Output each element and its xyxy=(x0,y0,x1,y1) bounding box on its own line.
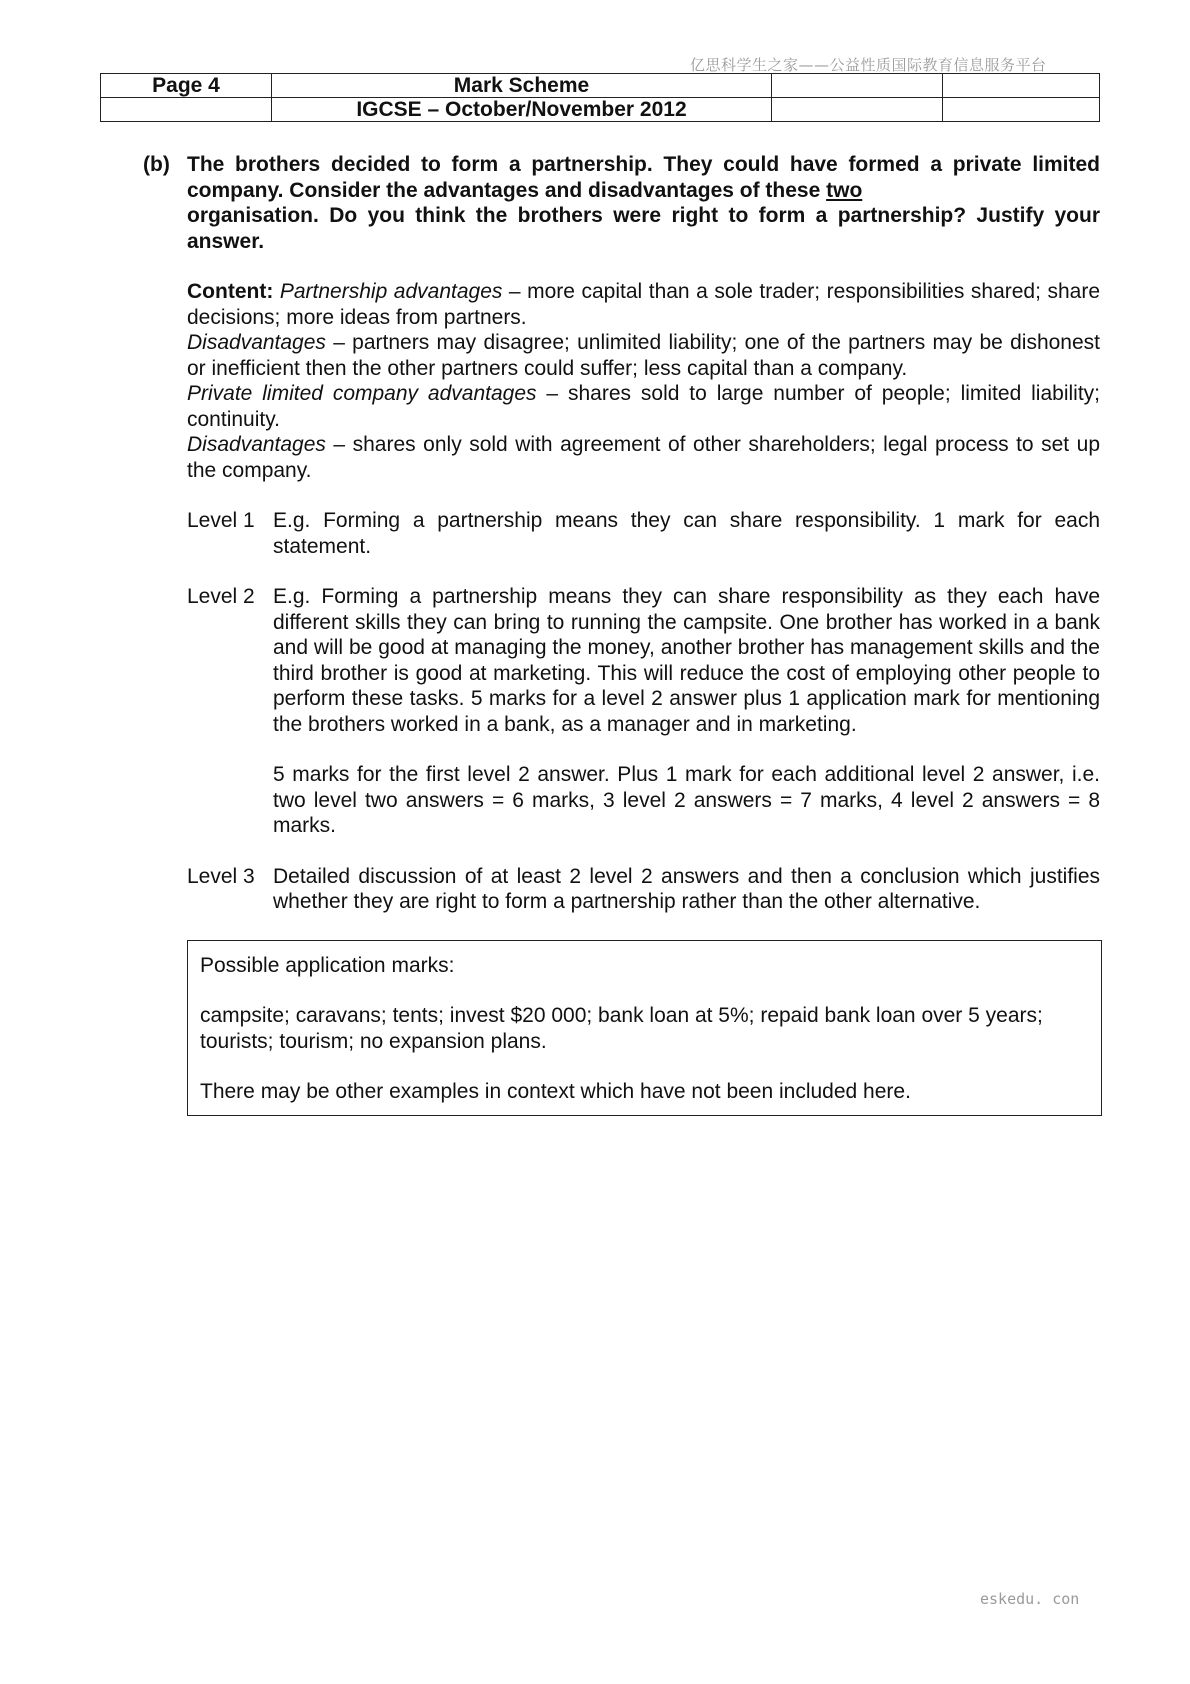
empty-cell xyxy=(101,98,272,122)
empty-cell xyxy=(943,98,1100,122)
level-description: E.g. Forming a partnership means they can share responsibility as they each have different skills they can bring to running the campsite. One brother has worked in a bank and will be good at managing the money, another brother has management skills and the third brother is good at marketing. This will reduce the cost of employing other people to perform these tasks. 5 marks for a level 2 answer plus 1 application mark for mentioning the brothers worked in a bank, as a manager and in marketing. xyxy=(273,585,1100,736)
level-2 xyxy=(187,584,1100,839)
question-label: (b) xyxy=(143,153,170,176)
level-label: Level 3 xyxy=(187,864,255,888)
page-number: Page 4 xyxy=(101,74,272,98)
application-note: There may be other examples in context which have not been included here. xyxy=(200,1080,911,1103)
watermark-top: 亿思科学生之家——公益性质国际教育信息服务平台 xyxy=(690,56,1047,74)
level-description-extra: 5 marks for the first level 2 answer. Plus 1 mark for each additional level 2 answer, i.e. two level two answers = 6 marks, 3 level 2 answers = 7 marks, 4 level 2 answers = 8 marks. xyxy=(273,763,1100,837)
level-1 xyxy=(187,508,1100,559)
syllabus-cell xyxy=(772,74,943,98)
level-description: E.g. Forming a partnership means they can share responsibility. 1 mark for each statement. xyxy=(273,509,1100,558)
empty-cell xyxy=(772,98,943,122)
content-section: Content: Partnership advantages – more capital than a sole trader; responsibilities shared; share decisions; more ideas from partners. Disadvantages – partners may disagree; unlimited liability; one of the partners may be dishonest or inefficient then the other partners could suffer; less capital than a company. Private limited company advantages – shares sold to large number of people; limited liability; continuity. Disadvantages – shares only sold with agreement of other shareholders; legal process to set up the company. xyxy=(187,280,1100,482)
application-list: campsite; caravans; tents; invest $20 000; bank loan at 5%; repaid bank loan over 5 years; tourists; tourism; no expansion plans. xyxy=(200,1004,1043,1053)
level-description: Detailed discussion of at least 2 level 2 answers and then a conclusion which justifies whether they are right to form a partnership rather than the other alternative. xyxy=(273,864,1100,913)
underlined-word: two xyxy=(826,178,863,202)
application-heading: Possible application marks: xyxy=(200,953,455,977)
level-3 xyxy=(187,864,1100,915)
page-header-table xyxy=(100,73,1100,122)
question-text: The brothers decided to form a partnership. They could have formed a private limited company. Consider the advantages and disadvantages of these two organisation. Do you think the brothers were right to form a partnership? Justify your answer. xyxy=(187,153,1100,253)
paper-cell xyxy=(943,74,1100,98)
application-marks-box xyxy=(187,940,1102,1116)
content-label: Content: xyxy=(187,280,274,303)
question xyxy=(143,152,1100,254)
document-title: Mark Scheme xyxy=(272,74,772,98)
level-label: Level 1 xyxy=(187,509,255,532)
watermark-bottom: eskedu. con xyxy=(980,1590,1080,1608)
exam-session: IGCSE – October/November 2012 xyxy=(272,98,772,122)
level-label: Level 2 xyxy=(187,585,255,608)
mark-scheme-content xyxy=(143,152,1100,1116)
